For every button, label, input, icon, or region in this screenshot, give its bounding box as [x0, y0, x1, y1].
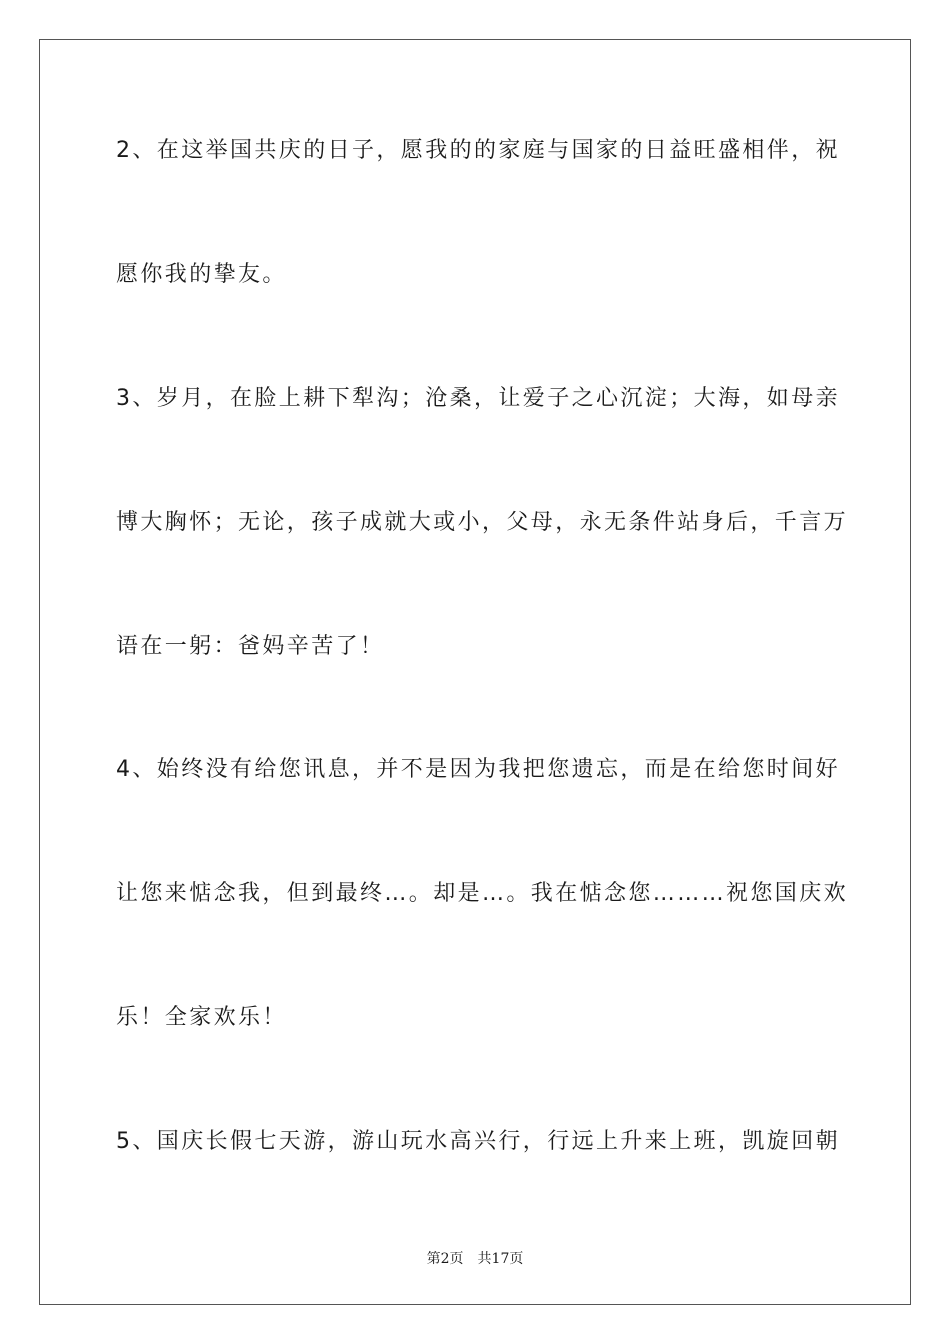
text-line-2: 愿你我的挚友。: [116, 262, 287, 287]
text-line-4: 博大胸怀；无论，孩子成就大或小，父母，永无条件站身后，千言万: [116, 510, 849, 535]
text-line-8: 乐！全家欢乐！: [116, 1005, 287, 1030]
page-total: 共17页: [477, 1251, 524, 1267]
text-line-6: 4、始终没有给您讯息，并不是因为我把您遗忘，而是在给您时间好: [116, 757, 840, 782]
text-line-7: 让您来惦念我，但到最终…。却是…。我在惦念您………祝您国庆欢: [116, 881, 849, 906]
page-footer: [0, 1248, 950, 1268]
text-line-1: 2、在这举国共庆的日子，愿我的的家庭与国家的日益旺盛相伴，祝: [116, 138, 840, 163]
page-border: [39, 39, 911, 1305]
text-line-9: 5、国庆长假七天游，游山玩水高兴行，行远上升来上班，凯旋回朝: [116, 1129, 840, 1154]
text-line-5: 语在一躬：爸妈辛苦了！: [116, 634, 385, 659]
page-number: 第2页: [426, 1251, 464, 1267]
text-line-3: 3、岁月，在脸上耕下犁沟；沧桑，让爱子之心沉淀；大海，如母亲: [116, 386, 840, 411]
